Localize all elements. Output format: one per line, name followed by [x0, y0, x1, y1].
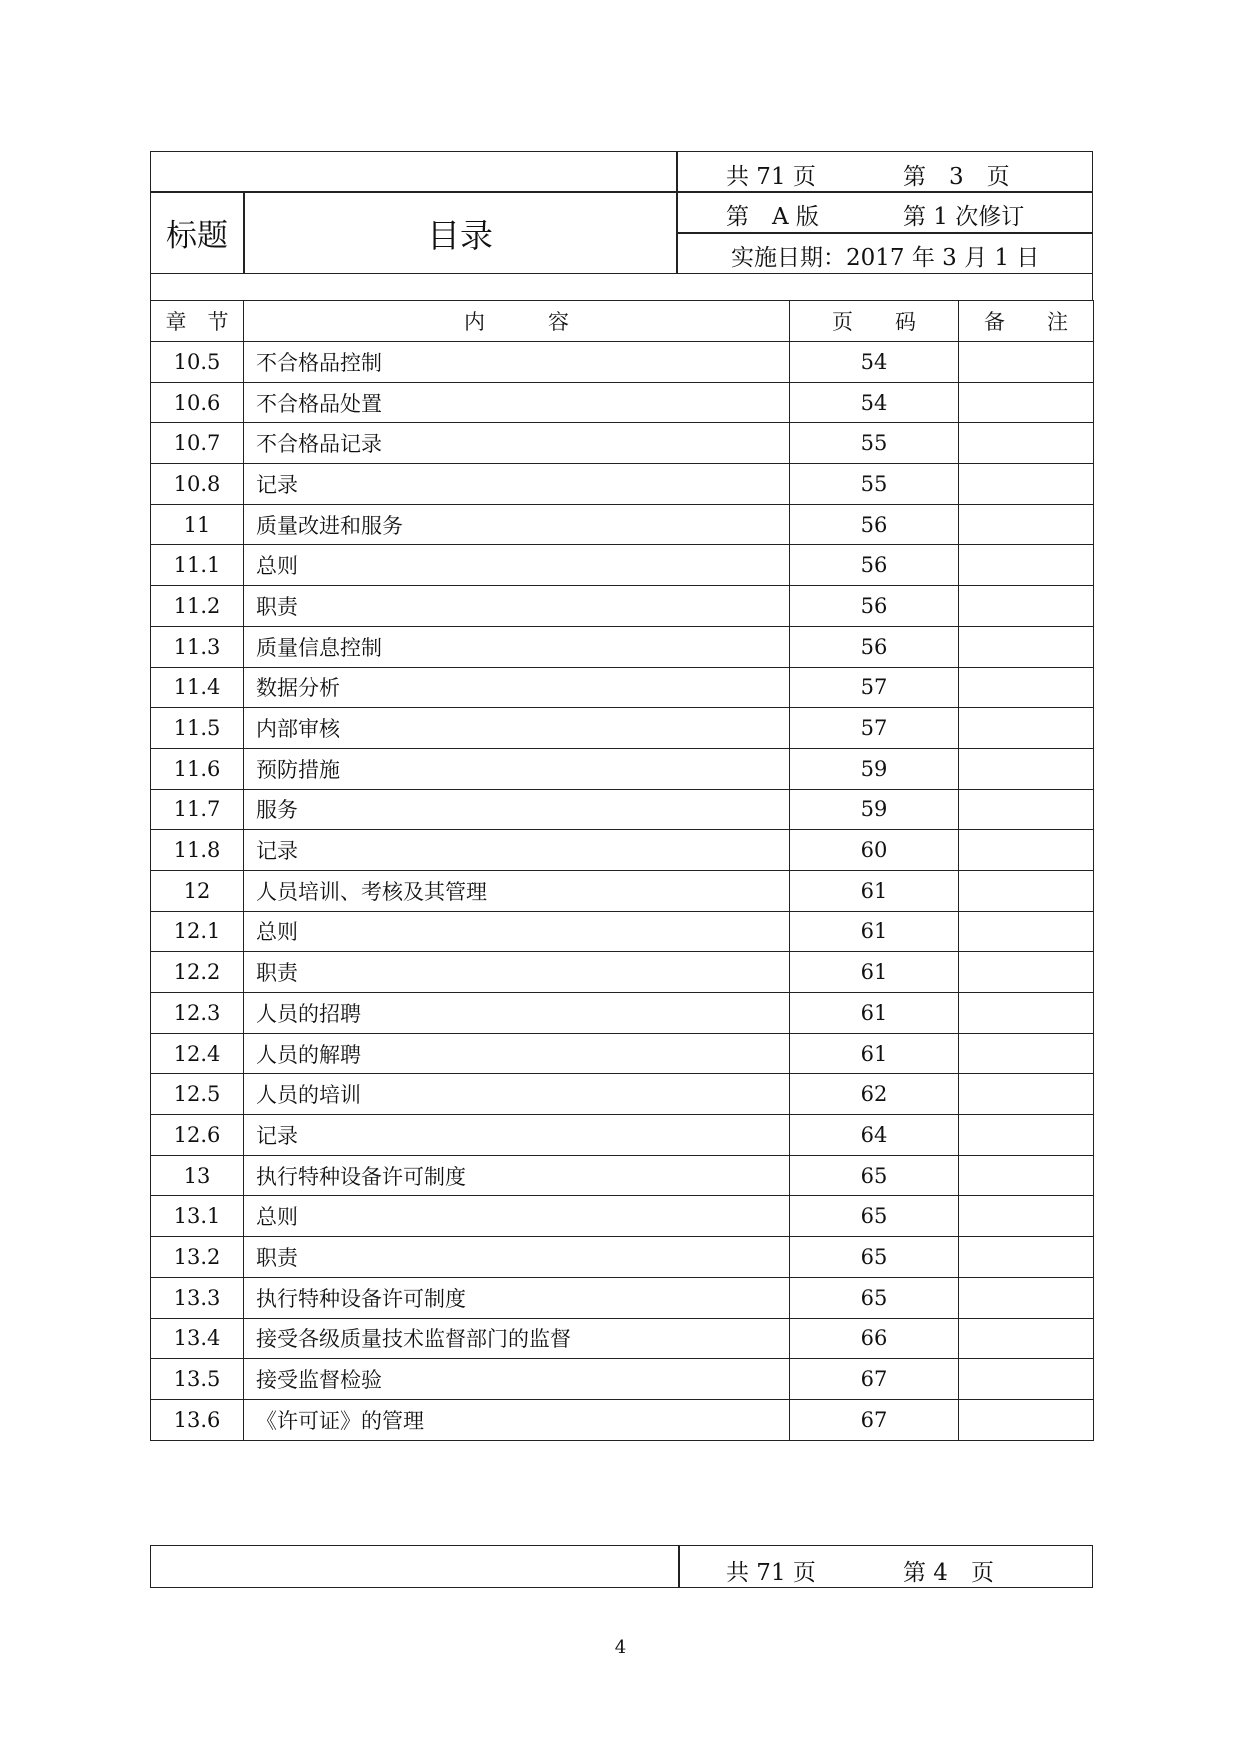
- section-number: 12.6: [151, 1115, 244, 1156]
- note-cell: [959, 1399, 1094, 1440]
- section-number: 10.6: [151, 382, 244, 423]
- note-cell: [959, 1359, 1094, 1400]
- page-number-cell: 64: [790, 1115, 959, 1156]
- table-row: [151, 1074, 1094, 1115]
- section-title: 服务: [244, 789, 790, 830]
- section-number: 13.2: [151, 1237, 244, 1278]
- note-cell: [959, 464, 1094, 505]
- note-cell: [959, 748, 1094, 789]
- note-cell: [959, 708, 1094, 749]
- footer-total-pages: 共 71 页: [726, 1560, 816, 1586]
- table-header-row: [151, 301, 1094, 342]
- section-number: 11.6: [151, 748, 244, 789]
- table-row: [151, 830, 1094, 871]
- column-header-section: 章 节: [151, 301, 244, 342]
- table-row: [151, 1196, 1094, 1237]
- page-number-cell: 65: [790, 1155, 959, 1196]
- table-row: [151, 667, 1094, 708]
- page-number-cell: 59: [790, 748, 959, 789]
- table-row: [151, 993, 1094, 1034]
- section-number: 12: [151, 870, 244, 911]
- section-number: 11.5: [151, 708, 244, 749]
- note-cell: [959, 1155, 1094, 1196]
- column-header-note: 备 注: [959, 301, 1094, 342]
- table-row: [151, 545, 1094, 586]
- document-title: 目录: [427, 216, 493, 255]
- revision: 第 1 次修订: [903, 204, 1025, 230]
- section-title: 不合格品处置: [244, 382, 790, 423]
- note-cell: [959, 667, 1094, 708]
- edition: 第 A 版: [726, 204, 819, 230]
- divider: [676, 152, 678, 273]
- page-number-cell: 56: [790, 626, 959, 667]
- note-cell: [959, 423, 1094, 464]
- section-number: 11.8: [151, 830, 244, 871]
- section-title: 总则: [244, 545, 790, 586]
- section-title: 职责: [244, 952, 790, 993]
- section-number: 11.7: [151, 789, 244, 830]
- page-number-cell: 61: [790, 1033, 959, 1074]
- note-cell: [959, 870, 1094, 911]
- toc-table: [150, 300, 1094, 1441]
- section-title: 《许可证》的管理: [244, 1399, 790, 1440]
- table-row: [151, 504, 1094, 545]
- section-number: 11: [151, 504, 244, 545]
- header-spacer: [150, 273, 1093, 301]
- column-header-content: 内 容: [244, 301, 790, 342]
- section-number: 13.3: [151, 1277, 244, 1318]
- section-title: 执行特种设备许可制度: [244, 1277, 790, 1318]
- table-row: [151, 748, 1094, 789]
- note-cell: [959, 1237, 1094, 1278]
- page-number-cell: 55: [790, 464, 959, 505]
- section-number: 12.3: [151, 993, 244, 1034]
- page-number-cell: 62: [790, 1074, 959, 1115]
- page-number-cell: 55: [790, 423, 959, 464]
- section-title: 内部审核: [244, 708, 790, 749]
- note-cell: [959, 1196, 1094, 1237]
- note-cell: [959, 1033, 1094, 1074]
- section-title: 执行特种设备许可制度: [244, 1155, 790, 1196]
- page-number-cell: 57: [790, 667, 959, 708]
- table-row: [151, 1277, 1094, 1318]
- section-title: 记录: [244, 830, 790, 871]
- toc-body: [151, 342, 1094, 1441]
- page-number-cell: 54: [790, 382, 959, 423]
- page-number-cell: 65: [790, 1237, 959, 1278]
- section-title: 预防措施: [244, 748, 790, 789]
- note-cell: [959, 830, 1094, 871]
- effective-date: 实施日期：2017 年 3 月 1 日: [731, 245, 1040, 271]
- section-title: 数据分析: [244, 667, 790, 708]
- table-row: [151, 1318, 1094, 1359]
- current-page: 第 3 页: [903, 164, 1010, 190]
- table-row: [151, 342, 1094, 383]
- page-number-cell: 56: [790, 586, 959, 627]
- table-row: [151, 586, 1094, 627]
- section-title: 人员培训、考核及其管理: [244, 870, 790, 911]
- section-number: 13.1: [151, 1196, 244, 1237]
- document-header: [150, 151, 1093, 274]
- table-row: [151, 1115, 1094, 1156]
- section-number: 12.4: [151, 1033, 244, 1074]
- page-number-cell: 59: [790, 789, 959, 830]
- section-number: 12.2: [151, 952, 244, 993]
- section-number: 12.1: [151, 911, 244, 952]
- table-row: [151, 1399, 1094, 1440]
- section-title: 人员的招聘: [244, 993, 790, 1034]
- section-title: 职责: [244, 586, 790, 627]
- section-number: 11.1: [151, 545, 244, 586]
- page-number-cell: 65: [790, 1277, 959, 1318]
- table-row: [151, 870, 1094, 911]
- divider: [151, 191, 678, 193]
- note-cell: [959, 626, 1094, 667]
- table-row: [151, 423, 1094, 464]
- divider: [678, 232, 1092, 234]
- page-number-cell: 65: [790, 1196, 959, 1237]
- section-number: 10.7: [151, 423, 244, 464]
- note-cell: [959, 1074, 1094, 1115]
- note-cell: [959, 1115, 1094, 1156]
- note-cell: [959, 789, 1094, 830]
- section-title: 人员的培训: [244, 1074, 790, 1115]
- section-title: 不合格品记录: [244, 423, 790, 464]
- page-number-cell: 61: [790, 911, 959, 952]
- section-title: 接受各级质量技术监督部门的监督: [244, 1318, 790, 1359]
- note-cell: [959, 993, 1094, 1034]
- note-cell: [959, 586, 1094, 627]
- table-row: [151, 952, 1094, 993]
- total-pages: 共 71 页: [726, 164, 816, 190]
- section-number: 13.6: [151, 1399, 244, 1440]
- page-number-cell: 56: [790, 545, 959, 586]
- divider: [678, 1546, 680, 1587]
- table-row: [151, 1033, 1094, 1074]
- table-row: [151, 464, 1094, 505]
- section-title: 接受监督检验: [244, 1359, 790, 1400]
- section-title: 不合格品控制: [244, 342, 790, 383]
- section-title: 质量改进和服务: [244, 504, 790, 545]
- page-number-cell: 54: [790, 342, 959, 383]
- divider: [243, 192, 245, 273]
- document-footer: [150, 1545, 1093, 1588]
- table-row: [151, 1237, 1094, 1278]
- table-row: [151, 382, 1094, 423]
- page-number-cell: 61: [790, 870, 959, 911]
- page-number-cell: 56: [790, 504, 959, 545]
- page-number: 4: [614, 1637, 627, 1658]
- note-cell: [959, 545, 1094, 586]
- section-number: 13.5: [151, 1359, 244, 1400]
- section-title: 人员的解聘: [244, 1033, 790, 1074]
- table-row: [151, 911, 1094, 952]
- section-number: 10.8: [151, 464, 244, 505]
- section-number: 11.4: [151, 667, 244, 708]
- column-header-page: 页 码: [790, 301, 959, 342]
- title-label: 标题: [166, 218, 228, 254]
- section-title: 记录: [244, 464, 790, 505]
- footer-current-page: 第 4 页: [903, 1560, 994, 1586]
- page-number-cell: 67: [790, 1359, 959, 1400]
- note-cell: [959, 1277, 1094, 1318]
- section-number: 11.2: [151, 586, 244, 627]
- note-cell: [959, 504, 1094, 545]
- note-cell: [959, 342, 1094, 383]
- section-number: 13.4: [151, 1318, 244, 1359]
- section-title: 质量信息控制: [244, 626, 790, 667]
- section-title: 总则: [244, 1196, 790, 1237]
- table-row: [151, 626, 1094, 667]
- section-number: 13: [151, 1155, 244, 1196]
- page-number-cell: 61: [790, 993, 959, 1034]
- table-row: [151, 1155, 1094, 1196]
- section-number: 11.3: [151, 626, 244, 667]
- divider: [678, 191, 1092, 193]
- table-row: [151, 1359, 1094, 1400]
- page-number-cell: 60: [790, 830, 959, 871]
- note-cell: [959, 952, 1094, 993]
- table-row: [151, 708, 1094, 749]
- section-number: 10.5: [151, 342, 244, 383]
- note-cell: [959, 382, 1094, 423]
- section-title: 记录: [244, 1115, 790, 1156]
- page-number-cell: 66: [790, 1318, 959, 1359]
- page-number-cell: 67: [790, 1399, 959, 1440]
- section-number: 12.5: [151, 1074, 244, 1115]
- table-row: [151, 789, 1094, 830]
- section-title: 总则: [244, 911, 790, 952]
- page-number-cell: 57: [790, 708, 959, 749]
- note-cell: [959, 911, 1094, 952]
- section-title: 职责: [244, 1237, 790, 1278]
- page-number-cell: 61: [790, 952, 959, 993]
- note-cell: [959, 1318, 1094, 1359]
